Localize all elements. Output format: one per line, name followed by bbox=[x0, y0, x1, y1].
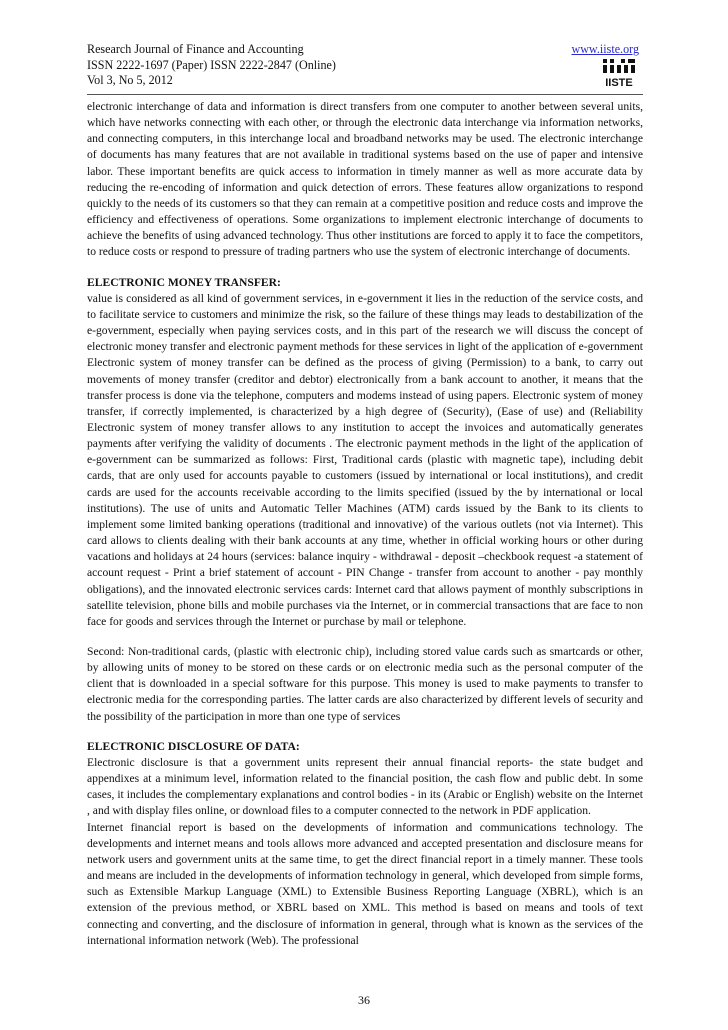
journal-volume: Vol 3, No 5, 2012 bbox=[87, 73, 173, 88]
disclosure-paragraph-2: Internet financial report is based on the developments of information and communications technology. The developments and internet means and tools allows more advanced and accepted presentation and disclosure means for network users and government units at the same time, to get the direct financial report in a timely manner. These tools and means are included in the developments of information technology in general, which developed from simple forms, such as Extensible Markup Language (XML) to Extensible Business Reporting Language (XBRL), which is an extension of the previous method, or XBRL based on XML. This method is based on means and tools of text connecting and converting, and the disclosure of information in general, through what is known as the services of the international information network (Web). The professional bbox=[87, 820, 643, 947]
logo-wordmark: IISTE bbox=[605, 77, 633, 88]
money-transfer-paragraph-2: Second: Non-traditional cards, (plastic with electronic chip), including stored value cards such as smartcards or other, by allowing units of money to be stored on these cards or on electronic media such as the personal computer of the client that is downloaded in a special software for this purpose. This money is used to make payments to transfer to electronic media for the corresponding parties. The latter cards are also characterized by different levels of security and the possibility of the participation in more than one type of services bbox=[87, 645, 643, 723]
section-heading-disclosure: ELECTRONIC DISCLOSURE OF DATA: bbox=[87, 739, 300, 753]
intro-paragraph: electronic interchange of data and information is direct transfers from one computer to another between several units, which have networks connecting with each other, or through the electronic data interchange via information networks, and connecting computers, in this interchange local and broadband networks may be used. The electronic interchange of documents has many features that are not available in traditional systems based on the use of paper and intensive labor. These important benefits are quick access to information in timely manner as well as more accurate data by reducing the re-encoding of information and quick detection of errors. These features allow organizations to respond quickly to the needs of its customers so that they can remain at a competitive position and reduce costs and improve the efficiency and effectiveness of operations. Some organizations to implement electronic interchange of documents to achieve the benefits of using advanced technology. Thus other institutions are forced to apply it to face the competitors, to reduce costs or respond to pressure of trading partners who use the system of electronic interchange of documents. bbox=[87, 100, 643, 259]
disclosure-paragraph-1: Electronic disclosure is that a government units represent their annual financial reports- the state budget and appendixes at a minimum level, information related to the financial position, the cash flow and public debt. In some cases, it includes the complementary explanations and control bodies - in its (Arabic or English) website on the Internet , and with display files online, or download files to a computer connected to the network in PDF application. bbox=[87, 755, 643, 818]
journal-url-link[interactable]: www.iiste.org bbox=[571, 42, 639, 56]
journal-title: Research Journal of Finance and Accounting bbox=[87, 42, 304, 56]
article-body bbox=[87, 99, 643, 949]
header-divider bbox=[87, 94, 643, 95]
section-heading-money-transfer: ELECTRONIC MONEY TRANSFER: bbox=[87, 275, 281, 289]
journal-issn: ISSN 2222-1697 (Paper) ISSN 2222-2847 (Online) bbox=[87, 57, 336, 72]
journal-header bbox=[87, 42, 643, 89]
page-number: 36 bbox=[358, 993, 370, 1007]
money-transfer-paragraph-1: value is considered as all kind of government services, in e-government it lies in the reduction of the service costs, and to facilitate service to customers and minimize the risk, so the failure of these things may leads to destabilization of the e-government, especially when paying services costs, and in this part of the research we will discuss the concept of electronic money transfer and electronic payment methods for these services in light of the application of e-government Electronic system of money transfer can be defined as the process of giving (Permission) to a bank, to carry out movements of money transfer (creditor and debtor) electronically from a bank account to another, it means that the transfer process is done via the telephone, computers and modems instead of using papers. Electronic system of money transfer, if correctly implemented, is characterized by a high degree of (Security), (Ease of use) and (Reliability Electronic system of money transfer allows to any institution to accept the invoices and automatically generates payments after verifying the validity of documents . The electronic payment methods in the light of the application of e-government can be summarized as follows: First, Traditional cards (plastic with magnetic tape), including debit cards, that are only used for accounts payable to customers (issued by international or local institutions), and credit cards are used for the accounts receivable according to the limits specified (issued by the by international or local institutions). The use of units and Automatic Teller Machines (ATM) cards issued by the Bank to its clients to implement some limited banking operations (traditional and innovative) of the various outlets (not via Internet). This card allows to clients dealing with their bank accounts at any time, whether in official working hours or other during vacations and holidays at 24 hours (services: balance inquiry - withdrawal - deposit –checkbook request -a statement of account request - Print a brief statement of account - PIN Change - transfer from account to another - pay monthly obligations), and the innovated electronic services cards: Internet card that allows payment of monthly subscriptions in satellite television, phone bills and mobile purchases via the Internet, or in commercial transactions that are face to non face for goods and services through the Internet or purchase by mail or telephone. bbox=[87, 291, 643, 628]
iiste-logo-icon bbox=[601, 58, 637, 88]
